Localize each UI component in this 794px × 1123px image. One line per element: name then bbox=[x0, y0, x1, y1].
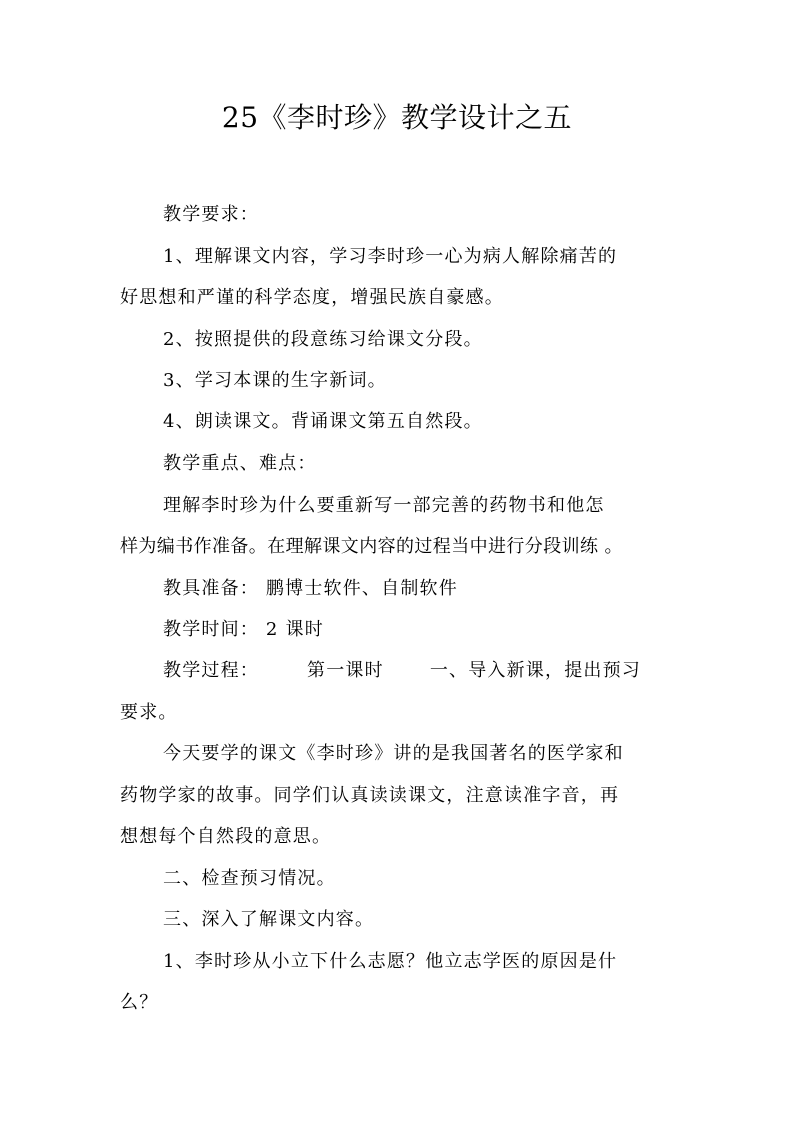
paragraph-line: 1、理解课文内容，学习李时珍一心为病人解除痛苦的 bbox=[163, 246, 618, 267]
paragraph-line: 理解李时珍为什么要重新写一部完善的药物书和他怎 bbox=[163, 495, 605, 516]
lesson-label: 第一课时 bbox=[307, 660, 384, 681]
paragraph-line: 3、学习本课的生字新词。 bbox=[163, 370, 387, 391]
paragraph-line: 二、检查预习情况。 bbox=[163, 868, 336, 889]
paragraph-line: 好思想和严谨的科学态度，增强民族自豪感。 bbox=[120, 287, 504, 308]
paragraph-line: 想想每个自然段的意思。 bbox=[120, 826, 332, 847]
paragraph-line: 1、李时珍从小立下什么志愿？他立志学医的原因是什 bbox=[163, 951, 618, 972]
paragraph-line: 三、深入了解课文内容。 bbox=[163, 909, 375, 930]
paragraph-line: 今天要学的课文《李时珍》讲的是我国著名的医学家和 bbox=[163, 743, 624, 764]
paragraph-line: 教具准备： 鹏博士软件、自制软件 bbox=[163, 578, 458, 599]
paragraph-line bbox=[163, 658, 675, 684]
process-label: 教学过程： bbox=[163, 660, 259, 681]
paragraph-line: 样为编书作准备。在理解课文内容的过程当中进行分段训练 。 bbox=[120, 536, 623, 557]
paragraph-line: 教学重点、难点： bbox=[163, 453, 317, 474]
paragraph-line: 4、朗读课文。背诵课文第五自然段。 bbox=[163, 411, 483, 432]
document-title: 25《李时珍》教学设计之五 bbox=[221, 101, 573, 134]
section-heading: 一、导入新课，提出预习 bbox=[429, 660, 642, 681]
paragraph-line: 2、按照提供的段意练习给课文分段。 bbox=[163, 329, 483, 350]
paragraph-line: 药物学家的故事。同学们认真读读课文，注意读准字音，再 bbox=[120, 785, 620, 806]
paragraph-line: 么？ bbox=[120, 992, 159, 1013]
paragraph-line: 要求。 bbox=[120, 702, 178, 723]
paragraph-line: 教学时间： 2 课时 bbox=[163, 619, 324, 640]
paragraph-line: 教学要求： bbox=[163, 204, 259, 225]
